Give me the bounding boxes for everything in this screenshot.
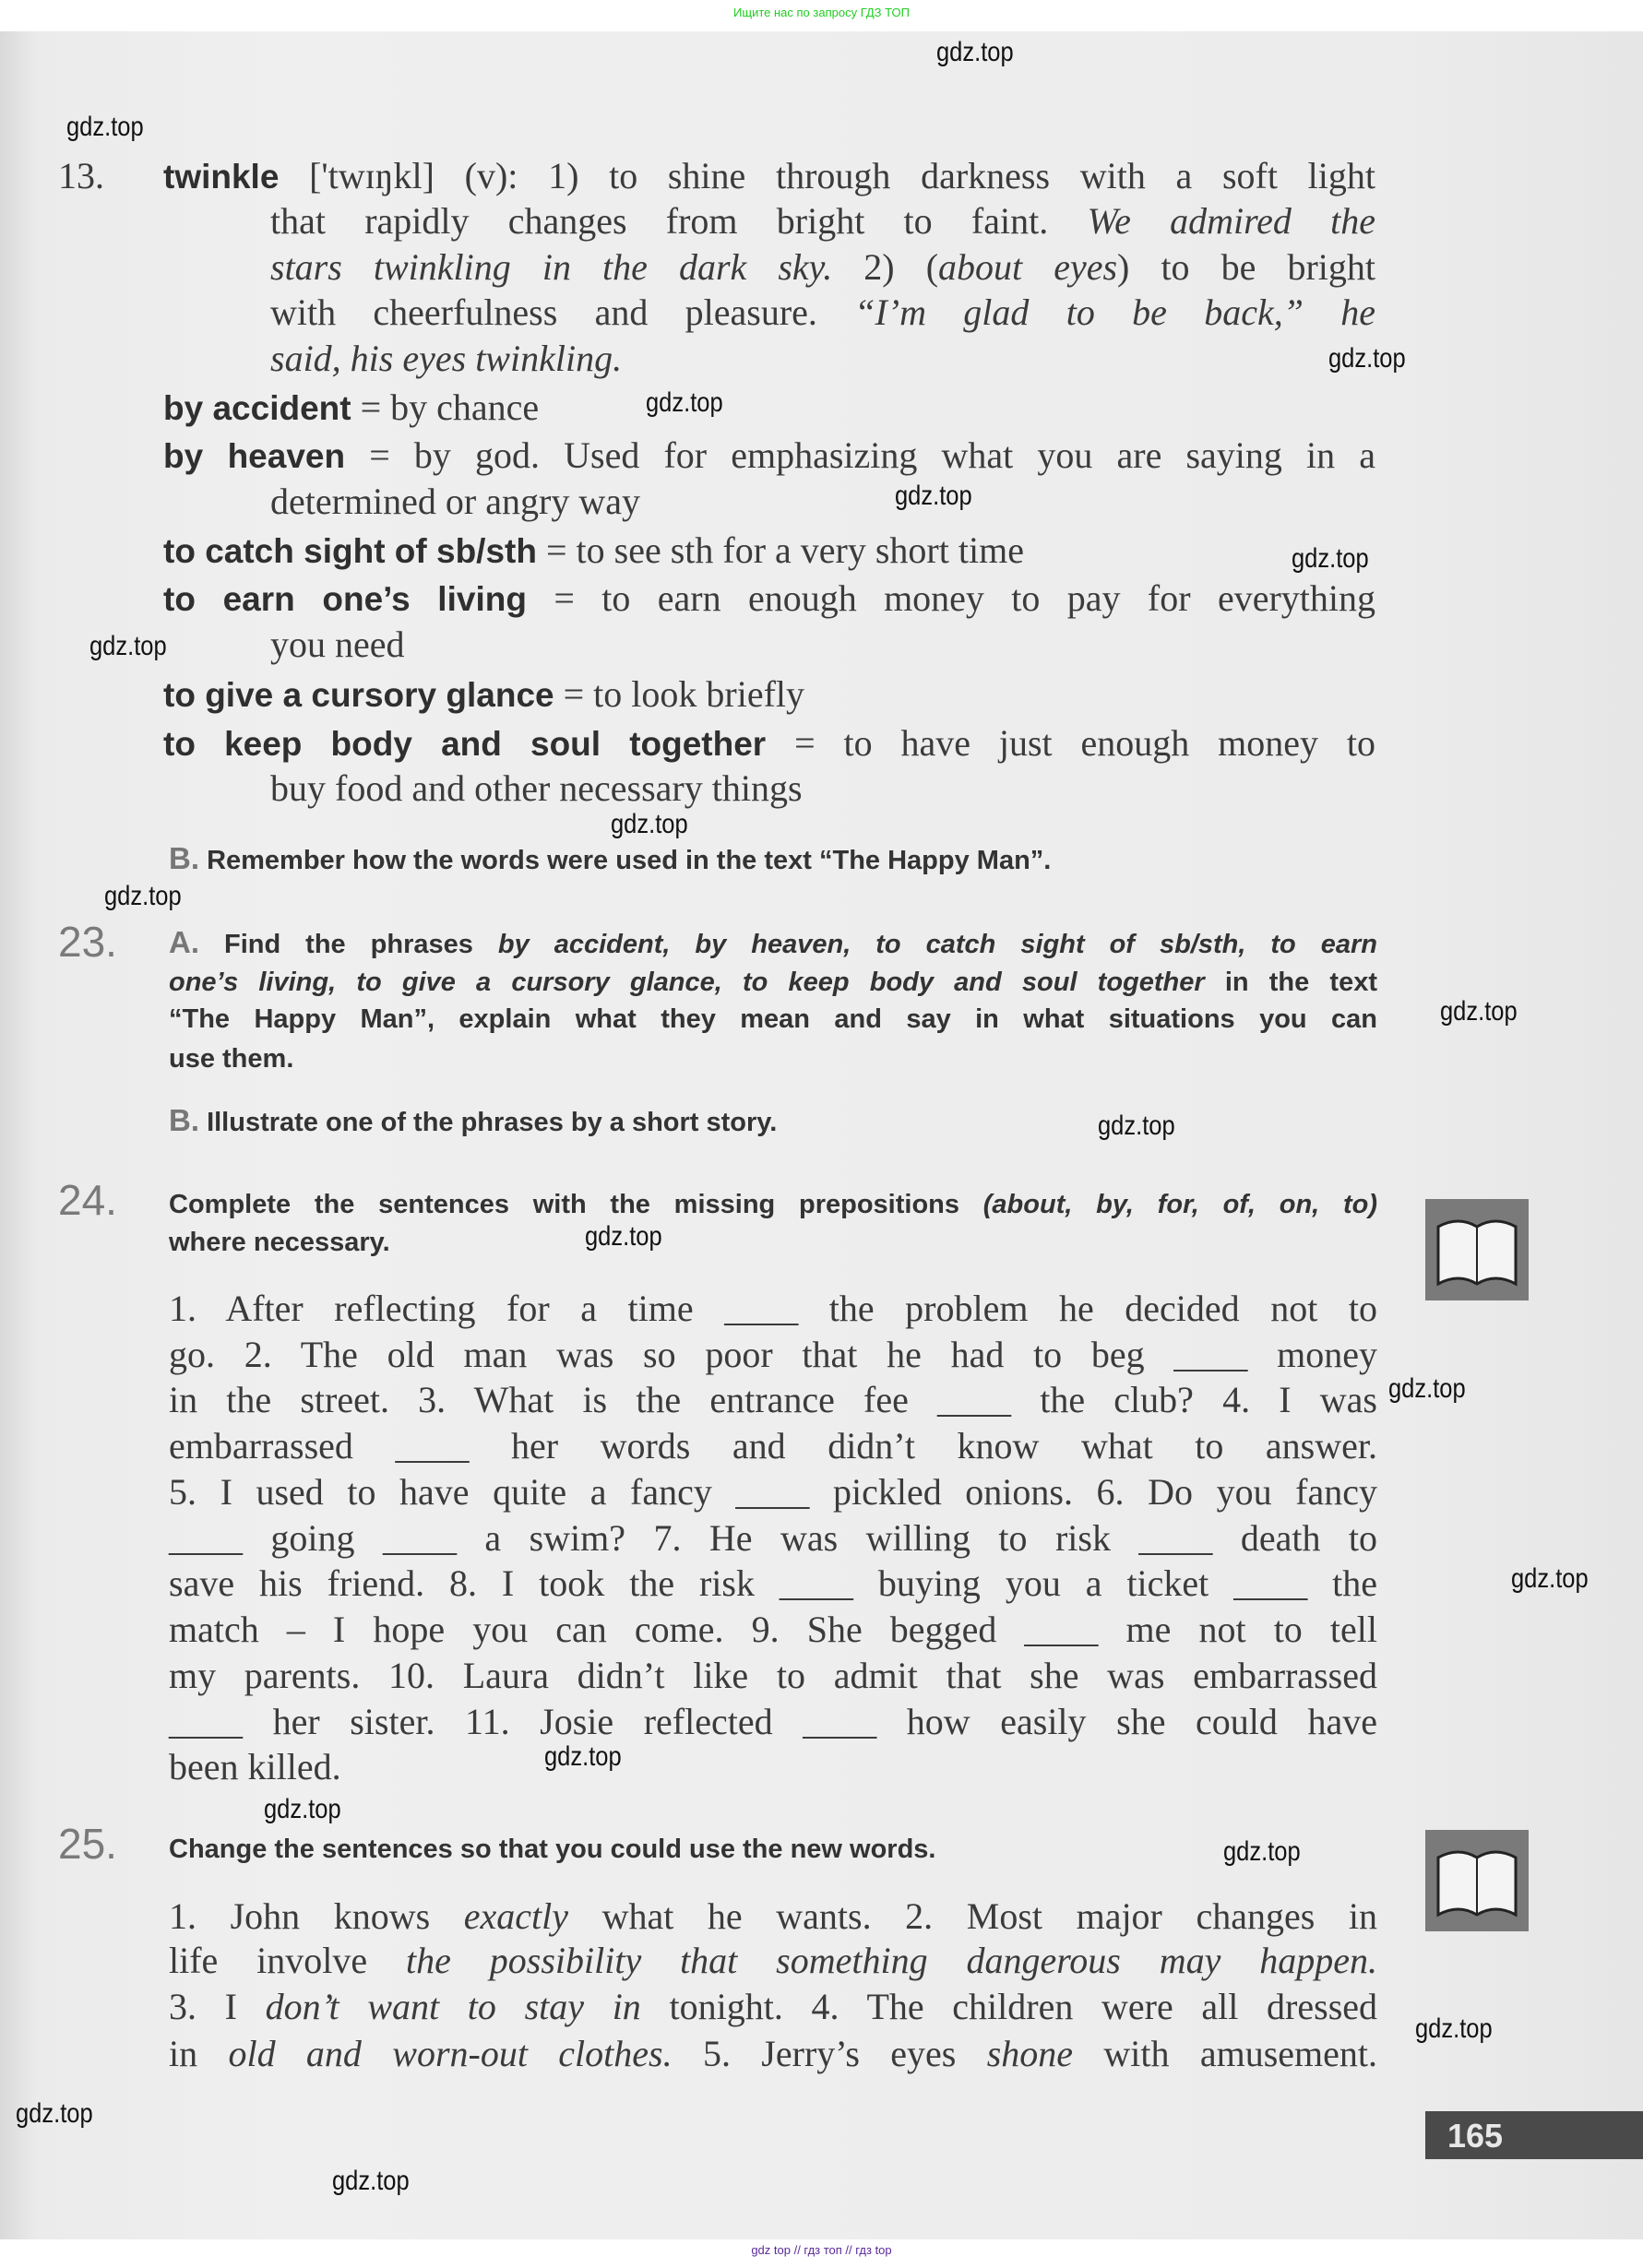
part-letter: B. bbox=[169, 841, 199, 875]
vocab-line bbox=[163, 433, 1375, 480]
exercise-23a-line bbox=[169, 1001, 1377, 1038]
text: use them. bbox=[169, 1044, 294, 1074]
text: 3. I bbox=[169, 1986, 266, 2027]
sentence-line bbox=[169, 1607, 1377, 1653]
italic-text: old and worn-out clothes. bbox=[228, 2033, 673, 2074]
vocab-line bbox=[163, 385, 1375, 432]
definition-line bbox=[163, 153, 1375, 200]
exercise-23a-line bbox=[169, 924, 1377, 963]
text: my parents. 10. Laura didn’t like to admit that she was embarrassed bbox=[169, 1655, 1377, 1696]
text: tonight. 4. The children were all dressed bbox=[640, 1986, 1378, 2027]
text: in the street. 3. What is the entrance fee ____ the club? 4. I was bbox=[169, 1379, 1377, 1420]
vocab-line bbox=[270, 622, 1375, 668]
watermark: gdz.top bbox=[16, 2098, 93, 2129]
text: embarrassed ____ her words and didn’t know what to answer. bbox=[169, 1425, 1377, 1466]
text: buy food and other necessary things bbox=[270, 767, 803, 809]
page-number: 165 bbox=[1447, 2117, 1504, 2155]
sentence-line bbox=[169, 1984, 1377, 2030]
text: Remember how the words were used in the text “The Happy Man”. bbox=[207, 846, 1052, 875]
watermark: gdz.top bbox=[264, 1794, 341, 1824]
sentence-line bbox=[169, 1653, 1377, 1699]
italic-text: (about, by, for, of, on, to) bbox=[982, 1190, 1377, 1219]
text: 5. I used to have quite a fancy ____ pickled onions. 6. Do you fancy bbox=[169, 1471, 1377, 1513]
vocab-line bbox=[270, 766, 1375, 812]
part-letter: B. bbox=[169, 1103, 199, 1137]
exercise-23a-line bbox=[169, 1040, 1377, 1077]
sentence-line bbox=[169, 1423, 1377, 1469]
text: = to look briefly bbox=[554, 673, 805, 715]
term: to give a cursory glance bbox=[163, 676, 554, 714]
watermark: gdz.top bbox=[646, 387, 723, 418]
watermark: gdz.top bbox=[895, 481, 972, 511]
text: = to have just enough money to bbox=[766, 722, 1375, 764]
exercise-number: 25. bbox=[58, 1820, 117, 1868]
search-banner[interactable]: Ищите нас по запросу ГДЗ ТОП bbox=[733, 6, 910, 19]
watermark: gdz.top bbox=[1098, 1110, 1175, 1141]
watermark: gdz.top bbox=[1292, 543, 1369, 574]
watermark: gdz.top bbox=[89, 631, 167, 661]
instruction-text bbox=[207, 846, 1051, 875]
entry-number: 13. bbox=[58, 155, 104, 196]
vocab-line bbox=[163, 720, 1375, 767]
term: twinkle bbox=[163, 158, 280, 196]
watermark: gdz.top bbox=[1328, 343, 1406, 374]
sentence-line bbox=[169, 1515, 1377, 1561]
instruction-text bbox=[207, 1108, 777, 1137]
text: ['twɪŋkl] (v): 1) to shine through darkness with a soft light bbox=[279, 155, 1375, 196]
sentence-line bbox=[169, 1469, 1377, 1515]
watermark: gdz.top bbox=[936, 37, 1014, 67]
watermark: gdz.top bbox=[1223, 1836, 1301, 1867]
text: “The Happy Man”, explain what they mean and say in what situations you can bbox=[169, 1004, 1377, 1034]
text: ) to be bright bbox=[1117, 246, 1375, 288]
sentence-line bbox=[169, 1561, 1377, 1607]
definition-line bbox=[270, 198, 1375, 244]
term: by accident bbox=[163, 389, 351, 427]
italic-text: “I’m glad to be back,” he bbox=[854, 291, 1375, 333]
term: to keep body and soul together bbox=[163, 725, 767, 763]
watermark: gdz.top bbox=[585, 1221, 662, 1252]
text: ____ going ____ a swim? 7. He was willing to risk ____ death to bbox=[169, 1517, 1377, 1559]
text: = by chance bbox=[351, 386, 540, 428]
sentence-line bbox=[169, 1938, 1377, 1984]
exercise-number: 24. bbox=[58, 1176, 117, 1224]
sentence-line bbox=[169, 2031, 1377, 2077]
watermark: gdz.top bbox=[1440, 996, 1518, 1027]
exercise-24-instruction bbox=[169, 1186, 1377, 1223]
page-number-tab bbox=[1425, 2111, 1643, 2159]
text: match – I hope you can come. 9. She begged ____ me not to tell bbox=[169, 1609, 1377, 1650]
text: with cheerfulness and pleasure. bbox=[270, 291, 855, 333]
text: with amusement. bbox=[1073, 2033, 1378, 2074]
watermark: gdz.top bbox=[1388, 1373, 1466, 1404]
text: 1. After reflecting for a time ____ the problem he decided not to bbox=[169, 1288, 1377, 1329]
term: to earn one’s living bbox=[163, 580, 527, 618]
italic-text: one’s living, to give a cursory glance, to keep body and soul together bbox=[169, 968, 1205, 997]
text: Find the phrases bbox=[224, 930, 498, 959]
text: that rapidly changes from bright to faint. bbox=[270, 200, 1088, 242]
text: in bbox=[169, 2033, 229, 2074]
watermark: gdz.top bbox=[1415, 2013, 1493, 2044]
watermark: gdz.top bbox=[66, 112, 144, 142]
text: been killed. bbox=[169, 1746, 341, 1787]
text: 5. Jerry’s eyes bbox=[672, 2033, 987, 2074]
text: what he wants. 2. Most major changes in bbox=[568, 1895, 1377, 1937]
text: Illustrate one of the phrases by a short story. bbox=[207, 1108, 778, 1137]
exercise-number: 23. bbox=[58, 918, 117, 966]
italic-text: stars twinkling in the dark sky. bbox=[270, 246, 833, 288]
watermark: gdz.top bbox=[1511, 1563, 1589, 1594]
sentence-line bbox=[169, 1744, 1377, 1790]
text: Complete the sentences with the missing prepositions bbox=[169, 1190, 983, 1219]
watermark: gdz.top bbox=[104, 881, 182, 911]
definition-line bbox=[270, 336, 1375, 382]
italic-text: exactly bbox=[463, 1895, 569, 1937]
text: Change the sentences so that you could use the new words. bbox=[169, 1835, 936, 1864]
vocab-line bbox=[163, 528, 1375, 575]
text: in the text bbox=[1204, 968, 1377, 997]
vocab-line bbox=[270, 479, 1375, 525]
footer-links[interactable]: gdz top // гдз топ // гдз top bbox=[751, 2243, 892, 2257]
term: to catch sight of sb/sth bbox=[163, 532, 537, 570]
vocab-line bbox=[163, 671, 1375, 718]
text: ____ her sister. 11. Josie reflected ____ how easily she could have bbox=[169, 1701, 1377, 1742]
text: = to see sth for a very short time bbox=[536, 529, 1024, 571]
italic-text: about eyes bbox=[938, 246, 1118, 288]
text: you need bbox=[270, 623, 405, 665]
text: save his friend. 8. I took the risk ____ buying you a ticket ____ the bbox=[169, 1562, 1377, 1604]
text: where necessary. bbox=[169, 1228, 390, 1257]
italic-text: don’t want to stay in bbox=[265, 1986, 641, 2027]
definition-line bbox=[270, 290, 1375, 336]
book-icon bbox=[1425, 1830, 1529, 1931]
term: by heaven bbox=[163, 437, 346, 475]
exercise-23a-line bbox=[169, 964, 1377, 1001]
watermark: gdz.top bbox=[332, 2166, 410, 2196]
text: 1. John knows bbox=[169, 1895, 464, 1937]
exercise-22b bbox=[169, 840, 1377, 879]
exercise-23b bbox=[169, 1102, 1377, 1141]
italic-text: by accident, by heaven, to catch sight of sb/sth, to earn bbox=[497, 930, 1378, 959]
text: go. 2. The old man was so poor that he had to beg ____ money bbox=[169, 1334, 1377, 1375]
watermark: gdz.top bbox=[544, 1741, 622, 1772]
italic-text: shone bbox=[986, 2033, 1074, 2074]
italic-text: We admired the bbox=[1087, 200, 1376, 242]
sentence-line bbox=[169, 1332, 1377, 1378]
text: = to earn enough money to pay for everything bbox=[526, 577, 1375, 619]
exercise-24-instruction bbox=[169, 1224, 1377, 1261]
watermark: gdz.top bbox=[611, 809, 688, 839]
sentence-line bbox=[169, 1377, 1377, 1423]
text: 2) ( bbox=[832, 246, 939, 288]
text: = by god. Used for emphasizing what you are saying in a bbox=[345, 434, 1375, 476]
book-icon bbox=[1425, 1199, 1529, 1300]
sentence-line bbox=[169, 1286, 1377, 1332]
instruction-text bbox=[224, 930, 1377, 959]
text: life involve bbox=[169, 1940, 407, 1981]
exercise-25-instruction bbox=[169, 1831, 1377, 1868]
sentence-line bbox=[169, 1699, 1377, 1745]
sentence-line bbox=[169, 1894, 1377, 1940]
italic-text: said, his eyes twinkling. bbox=[270, 338, 623, 379]
definition-line bbox=[270, 244, 1375, 291]
part-letter: A. bbox=[169, 925, 199, 959]
text: determined or angry way bbox=[270, 481, 640, 522]
vocab-line bbox=[163, 576, 1375, 623]
italic-text: the possibility that something dangerous may happen. bbox=[406, 1940, 1377, 1981]
